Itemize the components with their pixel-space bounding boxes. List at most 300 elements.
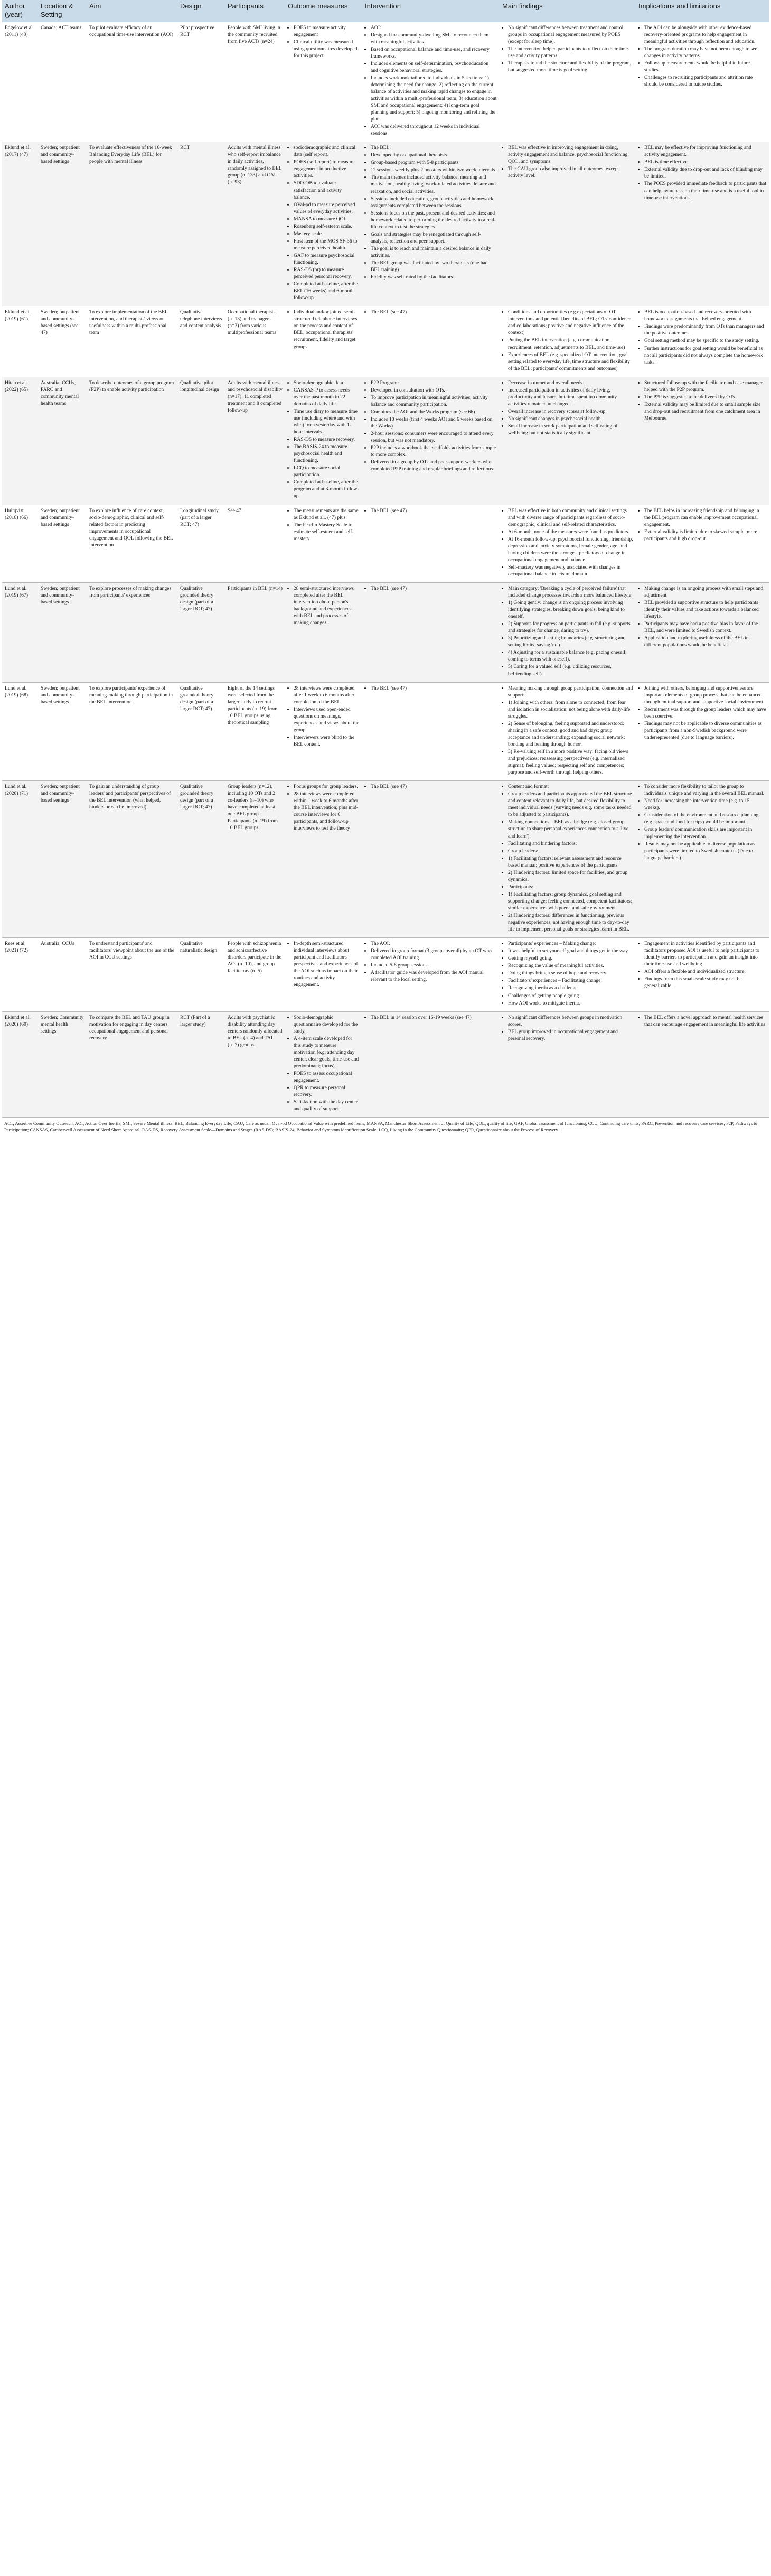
list-item: • 28 semi-structured interviews completed after the BEL intervention about person's background and experiences with BEL and processes of making changes bbox=[294, 585, 360, 626]
cell-design: Qualitative naturalistic design bbox=[177, 938, 225, 1011]
header-implications: Implications and limitations bbox=[636, 0, 769, 22]
list-item: • Making connections – BEL as a bridge (e.g. closed group structure to share personal experiences connection to a 'live and learn'). bbox=[508, 819, 633, 839]
list-item: • External validity may be limited due to small sample size and drop-out and recruitment from one catchment area in Melbourne. bbox=[644, 401, 766, 422]
cell-outcomes bbox=[285, 582, 362, 682]
implications-list bbox=[638, 585, 766, 648]
list-item: • 3) Re-valuing self in a more positive way: facing old views and prejudices; reassessing perspectives (e.g. internalized stigma); feeling valued; respecting self and competences; purpose and self-worth through helping others. bbox=[508, 748, 633, 776]
list-item: • Interviewers were blind to the BEL content. bbox=[294, 734, 360, 748]
cell-aim: To pilot evaluate efficacy of an occupational time-use intervention (AOI) bbox=[87, 22, 177, 142]
cell-location: Canada; ACT teams bbox=[38, 22, 87, 142]
list-item: • The BEL (see 47) bbox=[371, 783, 497, 790]
implications-list bbox=[638, 309, 766, 365]
list-item: • POES to assess occupational engagement. bbox=[294, 1070, 360, 1084]
cell-author: Lund et al. (2019) (68) bbox=[2, 682, 38, 781]
list-item: • Socio-demographic questionnaire developed for the study. bbox=[294, 1014, 360, 1035]
list-item: • RAS-DS (or) to measure perceived personal recovery. bbox=[294, 266, 360, 280]
list-item: • GAF to measure psychosocial functioning. bbox=[294, 252, 360, 266]
cell-implications bbox=[636, 781, 769, 938]
list-item: • Challenges of getting people going. bbox=[508, 992, 633, 999]
intervention-list bbox=[365, 309, 497, 315]
list-item: • Application and exploring usefulness of the BEL in different populations would be beneficial. bbox=[644, 635, 766, 648]
list-item: • POES (self report) to measure engagement in productive activities. bbox=[294, 159, 360, 179]
intervention-list bbox=[365, 1014, 497, 1021]
cell-location: Sweden; Community mental health settings bbox=[38, 1011, 87, 1118]
cell-design: Qualitative grounded theory design (part of a larger RCT; 47) bbox=[177, 582, 225, 682]
cell-outcomes bbox=[285, 781, 362, 938]
cell-participants: Adults with mental illness who self-report imbalance in daily activities, randomly assigned to BEL group (n=133) and CAU (n=93) bbox=[225, 142, 285, 306]
list-item: • Facilitating and hindering factors: bbox=[508, 840, 633, 847]
cell-author: Hultqvist (2018) (66) bbox=[2, 505, 38, 582]
cell-author: Eklund et al. (2017) (47) bbox=[2, 142, 38, 306]
outcomes-list bbox=[288, 144, 360, 301]
cell-design: Longitudinal study (part of a larger RCT; 47) bbox=[177, 505, 225, 582]
list-item: • Doing things bring a sense of hope and recovery. bbox=[508, 970, 633, 977]
list-item: • 2) Hindering factors: differences in functioning, previous negative experiences, not having enough time to day-to-day life to implement personal goals or strategies learnt in BEL. bbox=[508, 912, 633, 933]
list-item: • Meaning making through group participation, connection and support: bbox=[508, 685, 633, 699]
list-item: • RAS-DS to measure recovery. bbox=[294, 436, 360, 443]
list-item: • Participants: bbox=[508, 884, 633, 890]
list-item: • Designed for community-dwelling SMI to reconnect them with meaningful activities. bbox=[371, 32, 497, 45]
findings-list bbox=[502, 507, 633, 578]
table-body bbox=[2, 22, 769, 1118]
intervention-list bbox=[365, 585, 497, 592]
table-row bbox=[2, 306, 769, 377]
list-item: • The goal is to reach and maintain a desired balance in daily activities. bbox=[371, 245, 497, 259]
list-item: • 3) Prioritizing and setting boundaries (e.g. structuring and setting limits, saying 'no'). bbox=[508, 635, 633, 648]
cell-findings bbox=[500, 582, 636, 682]
intervention-list bbox=[365, 24, 497, 137]
list-item: • The BEL offers a novel approach to mental health services that can encourage engagement in meaningful life activities bbox=[644, 1014, 766, 1028]
list-item: • Goal setting method may be specific to the study setting. bbox=[644, 337, 766, 344]
list-item: • Further instructions for goal setting would be beneficial as not all participants did not always complete the homework tasks. bbox=[644, 345, 766, 366]
list-item: • Increased participation in activities of daily living, productivity and leisure, but time spent in community activities remained unchanged. bbox=[508, 387, 633, 407]
implications-list bbox=[638, 940, 766, 989]
list-item: • BEL is occupation-based and recovery-oriented with homework assignments that helped engagement. bbox=[644, 309, 766, 322]
cell-location: Australia; CCUs bbox=[38, 938, 87, 1011]
list-item: • External validity due to drop-out and lack of blinding may be limited. bbox=[644, 166, 766, 180]
list-item: • The BEL: bbox=[371, 144, 497, 151]
cell-intervention bbox=[362, 377, 500, 505]
intervention-list bbox=[365, 940, 497, 983]
cell-outcomes bbox=[285, 505, 362, 582]
list-item: • Decrease in unmet and overall needs. bbox=[508, 379, 633, 386]
list-item: • Group leaders' communication skills are important in implementing the intervention. bbox=[644, 826, 766, 840]
list-item: • BEL provided a supportive structure to help participants identify their values and take actions towards a balanced lifestyle. bbox=[644, 599, 766, 620]
header-location: Location & Setting bbox=[38, 0, 87, 22]
list-item: • AOI offers a flexible and individualized structure. bbox=[644, 968, 766, 975]
list-item: • Sessions focus on the past, present and desired activities; and homework related to performing the desired activity in a real-life context to test the strategies. bbox=[371, 210, 497, 230]
list-item: • Findings were predominantly from OTs than managers and the positive outcomes. bbox=[644, 323, 766, 337]
list-item: • Structured follow-up with the facilitator and case manager helped with the P2P program. bbox=[644, 379, 766, 393]
list-item: • The main themes included activity balance, meaning and motivation, healthy living, work-related activities, leisure and relaxation, and social activities. bbox=[371, 174, 497, 194]
list-item: • OVal-pd to measure perceived values of everyday activities. bbox=[294, 201, 360, 215]
table-row bbox=[2, 938, 769, 1011]
list-item: • Includes 10 weeks (first 4 weeks AOI and 6 weeks based on the Works) bbox=[371, 416, 497, 430]
cell-outcomes bbox=[285, 377, 362, 505]
list-item: • LCQ to measure social participation. bbox=[294, 464, 360, 478]
cell-findings bbox=[500, 377, 636, 505]
cell-intervention bbox=[362, 938, 500, 1011]
header-aim: Aim bbox=[87, 0, 177, 22]
list-item: • MANSA to measure QOL. bbox=[294, 216, 360, 222]
list-item: • Interviews used open-ended questions on meanings, experiences and views about the group. bbox=[294, 706, 360, 733]
cell-outcomes bbox=[285, 22, 362, 142]
cell-aim: To evaluate effectiveness of the 16-week Balancing Everyday Life (BEL) for people with mental illness bbox=[87, 142, 177, 306]
cell-implications bbox=[636, 377, 769, 505]
list-item: • Goals and strategies may be renegotiated through self-analysis, reflection and peer support. bbox=[371, 231, 497, 245]
list-item: • Facilitators' experiences – Facilitating change: bbox=[508, 977, 633, 984]
cell-outcomes bbox=[285, 142, 362, 306]
list-item: • Therapists found the structure and flexibility of the program, but suggested more time is goal setting. bbox=[508, 60, 633, 73]
list-item: • Findings from this small-scale study may not be generalizable. bbox=[644, 975, 766, 989]
list-item: • The CAU group also improved in all outcomes, except activity level. bbox=[508, 165, 633, 179]
outcomes-list bbox=[288, 309, 360, 350]
implications-list bbox=[638, 379, 766, 422]
cell-author: Lund et al. (2019) (67) bbox=[2, 582, 38, 682]
cell-outcomes bbox=[285, 938, 362, 1011]
cell-implications bbox=[636, 582, 769, 682]
list-item: • QPR to measure personal recovery. bbox=[294, 1084, 360, 1098]
header-participants: Participants bbox=[225, 0, 285, 22]
cell-findings bbox=[500, 142, 636, 306]
list-item: • The P2P is suggested to be delivered by OTs. bbox=[644, 394, 766, 401]
table-row bbox=[2, 22, 769, 142]
list-item: • The BASIS-24 to measure psychosocial health and functioning. bbox=[294, 443, 360, 464]
cell-intervention bbox=[362, 142, 500, 306]
findings-list bbox=[502, 24, 633, 73]
list-item: • Completed at baseline, after the program and at 3-month follow-up. bbox=[294, 479, 360, 499]
list-item: • Individual and/or joined semi-structured telephone interviews on the process and content of BEL, occupational therapists' recruitment, fidelity and target groups. bbox=[294, 309, 360, 350]
header-design: Design bbox=[177, 0, 225, 22]
intervention-list bbox=[365, 507, 497, 514]
list-item: • Recognizing inertia as a challenge. bbox=[508, 984, 633, 991]
cell-author: Hitch et al. (2022) (65) bbox=[2, 377, 38, 505]
cell-participants: Eight of the 14 settings were selected from the larger study to recruit participants (n=19) from 10 BEL groups using theoretical sampling bbox=[225, 682, 285, 781]
cell-implications bbox=[636, 142, 769, 306]
list-item: • The BEL helps in increasing friendship and belonging in the BEL program can enable improvement occupational engagement. bbox=[644, 507, 766, 528]
cell-design: Qualitative telephone interviews and content analysis bbox=[177, 306, 225, 377]
list-item: • It was helpful to set yourself goal and things get in the way. bbox=[508, 947, 633, 954]
list-item: • Experiences of BEL (e.g. specialized OT intervention, goal setting related to everyday life, time structure and flexibility of the BEL; participants' commitments and outcomes) bbox=[508, 351, 633, 372]
implications-list bbox=[638, 24, 766, 88]
list-item: • Main category: 'Breaking a cycle of perceived failure' that included change processes towards a more balanced lifestyle: bbox=[508, 585, 633, 599]
intervention-list bbox=[365, 144, 497, 281]
list-item: • Group leaders and participants appreciated the BEL structure and content relevant to daily life, but desired flexibility to meet individual needs (varying needs e.g. some tasks needed to be adjusted to participants). bbox=[508, 791, 633, 818]
list-item: • External validity is limited due to skewed sample, more participants and high drop-out. bbox=[644, 528, 766, 542]
list-item: • Getting myself going. bbox=[508, 955, 633, 962]
list-item: • Follow-up measurements would be helpful in future studies. bbox=[644, 60, 766, 73]
cell-implications bbox=[636, 505, 769, 582]
cell-participants: Adults with mental illness and psychosocial disability (n=17); 11 completed treatment and 8 completed follow-up bbox=[225, 377, 285, 505]
intervention-list bbox=[365, 783, 497, 790]
cell-intervention bbox=[362, 582, 500, 682]
cell-outcomes bbox=[285, 306, 362, 377]
list-item: • In-depth semi-structured individual interviews about participant and facilitators' perspectives and experiences of the AOI such as impact on their routines and activity engagement. bbox=[294, 940, 360, 988]
list-item: • Based on occupational balance and time-use, and recovery frameworks. bbox=[371, 46, 497, 60]
table-row bbox=[2, 582, 769, 682]
list-item: • P2P includes a workbook that scaffolds activities from simple to more complex. bbox=[371, 444, 497, 458]
findings-list bbox=[502, 1014, 633, 1042]
list-item: • 2-hour sessions; consumers were encouraged to attend every session, but was not mandatory. bbox=[371, 430, 497, 444]
list-item: • 2) Hindering factors: limited space for facilities, and group dynamics. bbox=[508, 869, 633, 883]
list-item: • The intervention helped participants to reflect on their time-use and activity patterns. bbox=[508, 45, 633, 59]
list-item: • POES to measure activity engagement bbox=[294, 24, 360, 38]
list-item: • Clinical utility was measured using questionnaires developed for this project bbox=[294, 39, 360, 59]
list-item: • 28 interviews were completed after 1 week to 6 months after completion of the BEL. bbox=[294, 685, 360, 705]
list-item: • The program duration may have not been enough to see changes in activity patterns. bbox=[644, 45, 766, 59]
cell-location: Australia; CCUs, PARC and community mental health teams bbox=[38, 377, 87, 505]
cell-participants: Occupational therapists (n=13) and managers (n=3) from various multiprofessional teams bbox=[225, 306, 285, 377]
cell-findings bbox=[500, 505, 636, 582]
cell-implications bbox=[636, 1011, 769, 1118]
cell-author: Lund et al. (2020) (71) bbox=[2, 781, 38, 938]
cell-outcomes bbox=[285, 682, 362, 781]
page bbox=[0, 0, 771, 1137]
cell-intervention bbox=[362, 306, 500, 377]
outcomes-list bbox=[288, 585, 360, 626]
cell-intervention bbox=[362, 1011, 500, 1118]
cell-participants: People with schizophrenia and schizoaffective disorders participate in the AOI (n=10), and group facilitators (n=5) bbox=[225, 938, 285, 1011]
list-item: • Socio-demographic data bbox=[294, 379, 360, 386]
list-item: • Completed at baseline, after the BEL (16 weeks) and 6-month follow-up. bbox=[294, 281, 360, 301]
list-item: • AOI was delivered throughout 12 weeks in individual sessions bbox=[371, 123, 497, 137]
list-item: • P2P Program: bbox=[371, 379, 497, 386]
cell-aim: To explore implementation of the BEL intervention, and therapists' views on usefulness within a multi-professional team bbox=[87, 306, 177, 377]
list-item: • 2) Supports for progress on participants in fall (e.g. supports and strategies for change, daring to try). bbox=[508, 620, 633, 634]
list-item: • Includes workbook tailored to individuals in 5 sections: 1) determining the need for change; 2) reflecting on the current balance of activities and making rapid changes to engage in activities within a multi-professional team; 3) education about SMI and occupational engagement; 4) long-term goal planning and support; 5) ongoing monitoring and refining the plan. bbox=[371, 75, 497, 123]
findings-list bbox=[502, 940, 633, 1006]
list-item: • 4) Adjusting for a sustainable balance (e.g. pacing oneself, coming to terms with oneself). bbox=[508, 649, 633, 663]
cell-location: Sweden; outpatient and community-based settings bbox=[38, 781, 87, 938]
list-item: • How AOI works to mitigate inertia. bbox=[508, 1000, 633, 1007]
list-item: • To improve participation in meaningful activities, activity balance and community participation. bbox=[371, 394, 497, 408]
cell-participants: People with SMI living in the community recruited from five ACTs (n=24) bbox=[225, 22, 285, 142]
cell-participants: See 47 bbox=[225, 505, 285, 582]
outcomes-list bbox=[288, 379, 360, 500]
list-item: • Satisfaction with the day center and quality of support. bbox=[294, 1099, 360, 1112]
cell-implications bbox=[636, 22, 769, 142]
cell-intervention bbox=[362, 781, 500, 938]
list-item: • The POES provided immediate feedback to participants that can help awareness on their time-use and is a useful tool in time-use interventions. bbox=[644, 180, 766, 201]
list-item: • Joining with others, belonging and supportiveness are important elements of group process that can be enhanced through mutual support and supportive social environment. bbox=[644, 685, 766, 705]
list-item: • Time use diary to measure time use (including where and with who) for a yesterday with 1-hour intervals. bbox=[294, 408, 360, 435]
list-item: • Recognizing the value of meaningful activities. bbox=[508, 962, 633, 969]
cell-design: RCT bbox=[177, 142, 225, 306]
list-item: • A 4-item scale developed for this study to measure motivation (e.g. attending day center, clear goals, time-use and predominant; focus). bbox=[294, 1035, 360, 1070]
cell-participants: Participants in BEL (n=14) bbox=[225, 582, 285, 682]
table-header bbox=[2, 0, 769, 22]
outcomes-list bbox=[288, 24, 360, 59]
list-item: • No significant differences between groups in motivation scores. bbox=[508, 1014, 633, 1028]
list-item: • Mastery scale. bbox=[294, 230, 360, 237]
list-item: • 1) Facilitating factors: relevant assessment and resource based manual; positive experiences of the participants. bbox=[508, 855, 633, 869]
list-item: • The BEL group was facilitated by two therapists (one had BEL training) bbox=[371, 259, 497, 273]
findings-list bbox=[502, 585, 633, 677]
list-item: • BEL was effective in both community and clinical settings and with diverse range of participants regardless of socio-demographic, clinical and self-related characteristics. bbox=[508, 507, 633, 528]
header-outcomes: Outcome measures bbox=[285, 0, 362, 22]
list-item: • The BEL (see 47) bbox=[371, 507, 497, 514]
cell-design: RCT (Part of a larger study) bbox=[177, 1011, 225, 1118]
list-item: • Challenges to recruiting participants and attrition rate should be considered in future studies. bbox=[644, 74, 766, 88]
list-item: • Putting the BEL intervention (e.g. communication, recruitment, retention, adjustments to BEL, and time-use) bbox=[508, 337, 633, 350]
list-item: • At 16-month follow-up, psychosocial functioning, friendship, depression and anxiety symptoms, female gender, age, and having children were the strongest predictors of change in occupational engagement and balance. bbox=[508, 536, 633, 563]
cell-implications bbox=[636, 306, 769, 377]
list-item: • sociodemographic and clinical data (self report). bbox=[294, 144, 360, 158]
list-item: • Rosenberg self-esteem scale. bbox=[294, 223, 360, 230]
list-item: • BEL may be effective for improving functioning and activity engagement. bbox=[644, 144, 766, 158]
header-author: Author (year) bbox=[2, 0, 38, 22]
cell-findings bbox=[500, 938, 636, 1011]
cell-participants: Group leaders (n=12), including 10 OTs and 2 co-leaders (n=10) who have completed at least one BEL group. Participants (n=19) from 10 BEL groups bbox=[225, 781, 285, 938]
table-row bbox=[2, 682, 769, 781]
list-item: • Participants may have had a positive bias in favor of the BEL, and were limited to Swedish context. bbox=[644, 620, 766, 634]
list-item: • 1) Going gently: change is an ongoing process involving identifying strategies, breaking down goals, being kind to oneself. bbox=[508, 599, 633, 620]
list-item: • Sessions included education, group activities and homework assignments completed between the sessions. bbox=[371, 196, 497, 209]
outcomes-list bbox=[288, 783, 360, 832]
list-item: • Small increase in work participation and self-rating of wellbeing but not statistically significant. bbox=[508, 423, 633, 436]
cell-aim: To compare the BEL and TAU group in motivation for engaging in day centers, occupational engagement and personal recovery bbox=[87, 1011, 177, 1118]
cell-author: Edgelow et al. (2011) (43) bbox=[2, 22, 38, 142]
list-item: • 1) Facilitating factors: group dynamics, goal setting and supporting change; feeling connected, competent facilitators; similar experiences with peers, and safe environment. bbox=[508, 891, 633, 912]
table-row bbox=[2, 505, 769, 582]
list-item: • Engagement in activities identified by participants and facilitators proposed AOI is useful to help participants to identify barriers to participation and gain an insight into their time-use and wellbeing. bbox=[644, 940, 766, 968]
implications-list bbox=[638, 1014, 766, 1028]
list-item: • Results may not be applicable to diverse population as participants were limited to Swedish contexts (Due to language barriers). bbox=[644, 841, 766, 861]
outcomes-list bbox=[288, 685, 360, 748]
list-item: • Combines the AOI and the Works program (see 66) bbox=[371, 408, 497, 415]
list-item: • Developed in consultation with OTs. bbox=[371, 387, 497, 394]
list-item: • 1) Joining with others: from alone to connected; from fear and isolation in socialization; not being alone with daily-life struggles. bbox=[508, 699, 633, 720]
cell-outcomes bbox=[285, 1011, 362, 1118]
cell-aim: To explore participants' experience of meaning-making through participation in the BEL intervention bbox=[87, 682, 177, 781]
list-item: • 28 interviews were completed within 1 week to 6 months after the BEL intervention; plus mid-course interviews for 6 participants, and follow-up interviews to test the theory bbox=[294, 791, 360, 832]
list-item: • The measurements are the same as Eklund et al., (47) plus: bbox=[294, 507, 360, 521]
cell-intervention bbox=[362, 22, 500, 142]
list-item: • Content and format: bbox=[508, 783, 633, 790]
list-item: • Focus groups for group leaders. bbox=[294, 783, 360, 790]
cell-aim: To describe outcomes of a group program (P2P) to enable activity participation bbox=[87, 377, 177, 505]
findings-list bbox=[502, 379, 633, 436]
cell-location: Sweden; outpatient and community-based settings bbox=[38, 505, 87, 582]
cell-findings bbox=[500, 682, 636, 781]
list-item: • Recruitment was through the group leaders which may have been coercive. bbox=[644, 706, 766, 720]
list-item: • Consideration of the environment and resource planning (e.g. space and food for trips) would be important. bbox=[644, 812, 766, 825]
list-item: • Overall increase in recovery scores at follow-up. bbox=[508, 408, 633, 415]
list-item: • Self-mastery was negatively associated with changes in occupational balance in leisure domain. bbox=[508, 564, 633, 578]
header-intervention: Intervention bbox=[362, 0, 500, 22]
cell-author: Rees et al. (2021) (72) bbox=[2, 938, 38, 1011]
list-item: • Delivered in group format (3 groups overall) by an OT who completed AOI training. bbox=[371, 947, 497, 961]
cell-design: Qualitative grounded theory design (part of a larger RCT; 47) bbox=[177, 682, 225, 781]
list-item: • Delivered in a group by OTs and peer-support workers who completed P2P training and regular briefings and reflections. bbox=[371, 459, 497, 472]
list-item: • SDO-OB to evaluate satisfaction and activity balance. bbox=[294, 180, 360, 200]
outcomes-list bbox=[288, 1014, 360, 1113]
list-item: • AOI: bbox=[371, 24, 497, 31]
cell-design: Qualitative pilot longitudinal design bbox=[177, 377, 225, 505]
cell-aim: To understand participants' and facilitators' viewpoint about the use of the AOI in CCU settings bbox=[87, 938, 177, 1011]
findings-list bbox=[502, 144, 633, 179]
implications-list bbox=[638, 507, 766, 542]
list-item: • Conditions and opportunities (e.g.expectations of OT interventions and potential benefits of BEL; OTs' confidence and collaborations; positive and negative influence of the context) bbox=[508, 309, 633, 336]
intervention-list bbox=[365, 685, 497, 692]
list-item: • 5) Caring for a valued self (e.g. utilizing resources, befriending self). bbox=[508, 663, 633, 677]
list-item: • Group-based program with 5-8 participants. bbox=[371, 159, 497, 166]
cell-design: Pilot prospective RCT bbox=[177, 22, 225, 142]
list-item: • Group leaders: bbox=[508, 848, 633, 854]
table-footnote: ACT, Assertive Community Outreach; AOI, Action Over Inertia; SMI, Severe Mental illness; BEL, Balancing Everyday Life; CAU, Care as usual; Oval-pd Occupational Value with predefined items; MANSA, Manchester Short Assessment of Quality of Life; QOL, quality of life; GAF, Global assessment of functioning; CCU, Continuing care units; PARC, Prevention and recovery care services; P2P, Pathways to Participation; CANSAS, Camberwell Assessment of Need Short Appraisal; RAS-DS, Recovery Assessment Scale—Domains and Stages (RAS-DS); BASIS-24, Behavior and Symptom Identification Scale; LCQ, Living in the Community Questionnaire; QPR, Questionnaire about the Process of Recovery. bbox=[4, 1121, 757, 1132]
list-item: • The BEL (see 47) bbox=[371, 685, 497, 692]
list-item: • Included 5-8 group sessions. bbox=[371, 962, 497, 969]
list-item: • The Pearlin Mastery Scale to estimate self-esteem and self-mastery bbox=[294, 522, 360, 542]
implications-list bbox=[638, 144, 766, 201]
table-row bbox=[2, 1011, 769, 1118]
list-item: • A facilitator guide was developed from the AOI manual relevant to the local setting. bbox=[371, 969, 497, 983]
cell-findings bbox=[500, 22, 636, 142]
table-row bbox=[2, 142, 769, 306]
list-item: • BEL group improved in occupational engagement and personal recovery. bbox=[508, 1028, 633, 1042]
cell-location: Sweden; outpatient and community-based settings bbox=[38, 682, 87, 781]
table-row bbox=[2, 377, 769, 505]
cell-location: Sweden; outpatient and community-based settings bbox=[38, 582, 87, 682]
cell-intervention bbox=[362, 505, 500, 582]
list-item: • Making change is an ongoing process with small steps and adjustment. bbox=[644, 585, 766, 599]
list-item: • Participants' experiences – Making change: bbox=[508, 940, 633, 947]
list-item: • No significant differences between treatment and control groups in occupational engagement measured by POES (except for sleep time). bbox=[508, 24, 633, 45]
cell-author: Eklund et al. (2020) (60) bbox=[2, 1011, 38, 1118]
cell-participants: Adults with psychiatric disability attending day centers randomly allocated to BEL (n=4) and TAU (n=7) groups bbox=[225, 1011, 285, 1118]
list-item: • Need for increasing the intervention time (e.g. to 15 weeks). bbox=[644, 797, 766, 811]
cell-aim: To explore processes of making changes from participants' experiences bbox=[87, 582, 177, 682]
list-item: • First item of the MOS SF-36 to measure perceived health. bbox=[294, 238, 360, 252]
findings-list bbox=[502, 685, 633, 776]
cell-intervention bbox=[362, 682, 500, 781]
list-item: • At 6-month, none of the measures were found as predictors. bbox=[508, 528, 633, 535]
implications-list bbox=[638, 685, 766, 741]
cell-findings bbox=[500, 781, 636, 938]
list-item: • Includes elements on self-determination, psychoeducation and cognitive behavioral strategies. bbox=[371, 60, 497, 74]
study-summary-table bbox=[2, 0, 769, 1118]
header-findings: Main findings bbox=[500, 0, 636, 22]
cell-findings bbox=[500, 1011, 636, 1118]
findings-list bbox=[502, 783, 633, 933]
list-item: • No significant changes in psychosocial health. bbox=[508, 415, 633, 422]
cell-implications bbox=[636, 938, 769, 1011]
list-item: • The BEL (see 47) bbox=[371, 585, 497, 592]
list-item: • BEL was effective in improving engagement in doing, activity engagement and balance, psychosocial functioning, QOL, and symptoms. bbox=[508, 144, 633, 165]
cell-findings bbox=[500, 306, 636, 377]
list-item: • Findings may not be applicable to diverse communities as participants from a non-Swedish background were underrepresented (due to language barriers). bbox=[644, 720, 766, 741]
list-item: • BEL is time effective. bbox=[644, 159, 766, 165]
intervention-list bbox=[365, 379, 497, 473]
list-item: • Fidelity was self-rated by the facilitators. bbox=[371, 274, 497, 281]
implications-list bbox=[638, 783, 766, 861]
cell-author: Eklund et al. (2019) (61) bbox=[2, 306, 38, 377]
list-item: • 2) Sense of belonging, feeling supported and understood: sharing in a safe context; good and bad days; group acceptance and understanding; expanding social network; bonding and healing through humor. bbox=[508, 720, 633, 748]
list-item: • To consider more flexibility to tailor the group to individuals' unique and varying in the overall BEL manual. bbox=[644, 783, 766, 797]
list-item: • The BEL (see 47) bbox=[371, 309, 497, 315]
cell-location: Sweden; outpatient and community-based settings bbox=[38, 142, 87, 306]
outcomes-list bbox=[288, 507, 360, 542]
list-item: • 12 sessions weekly plus 2 boosters within two week intervals. bbox=[371, 166, 497, 173]
cell-aim: To gain an understanding of group leaders' and participants' perspectives of the BEL intervention (what helped, hinders or can be improved) bbox=[87, 781, 177, 938]
list-item: • Developed by occupational therapists. bbox=[371, 152, 497, 159]
cell-location: Sweden; outpatient and community-based settings (see 47) bbox=[38, 306, 87, 377]
list-item: • The AOI can be alongside with other evidence-based recovery-oriented programs to help engagement in meaningful activities through reflection and education. bbox=[644, 24, 766, 45]
outcomes-list bbox=[288, 940, 360, 988]
cell-aim: To explore influence of care context, socio-demographic, clinical and self-related factors in predicting improvements in occupational engagement and QOL following the BEL intervention bbox=[87, 505, 177, 582]
table-row bbox=[2, 781, 769, 938]
list-item: • The BEL in 14 session over 16-19 weeks (see 47) bbox=[371, 1014, 497, 1021]
